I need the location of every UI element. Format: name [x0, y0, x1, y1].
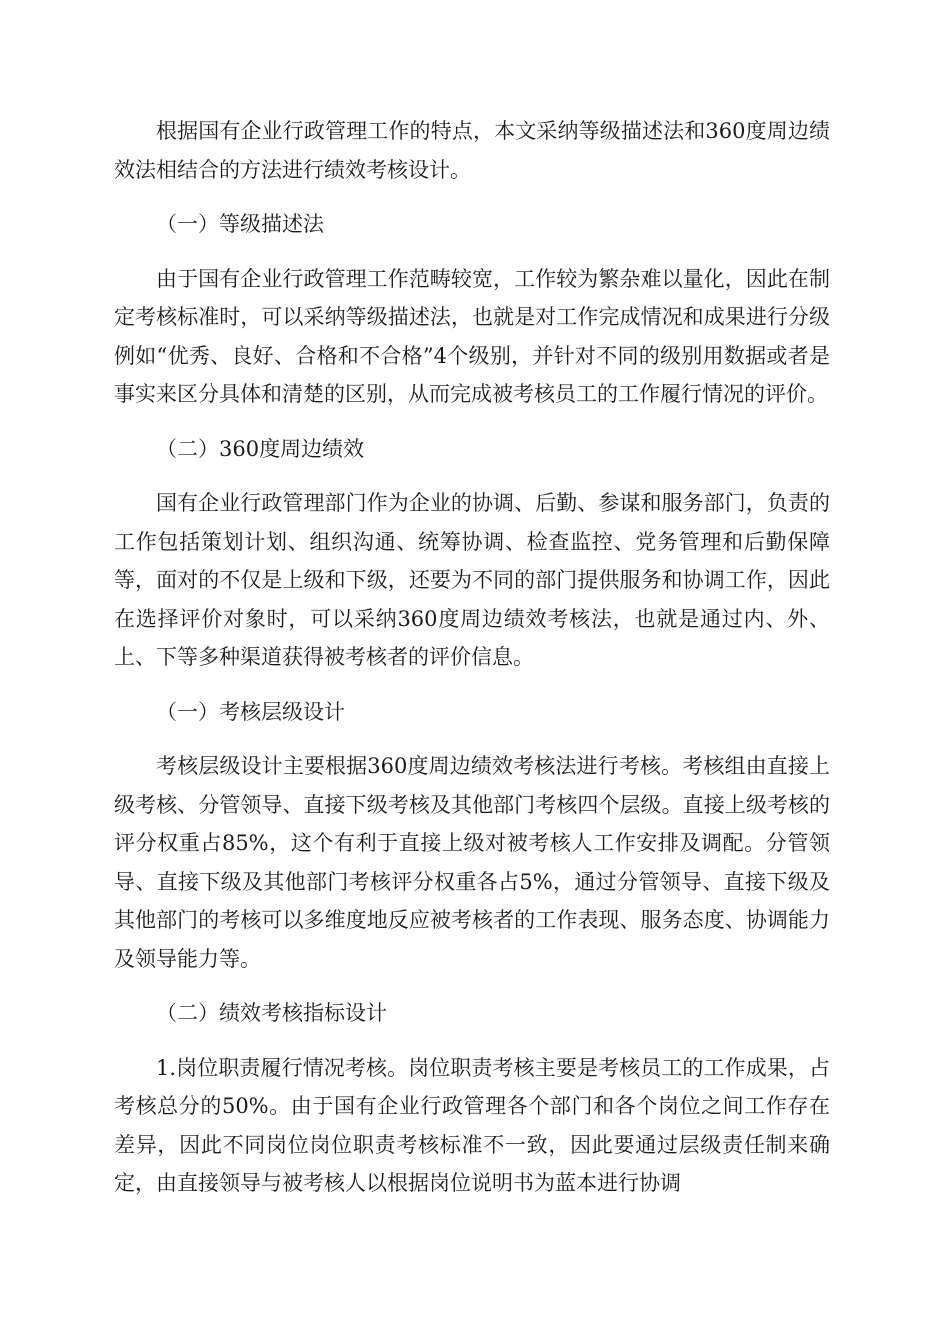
- heading-360-degree-performance: （二）360度周边绩效: [156, 436, 365, 461]
- paragraph-assessment-levels: 考核层级设计主要根据360度周边绩效考核法进行考核。考核组由直接上级考核、分管领导、直接下级考核及其他部门考核四个层级。直接上级考核的评分权重占85%，这个有利于直接上级对被考核人工作安排及调配。分管领导、直接下级及其他部门考核评分权重各占5%，通过分管领导、直接下级及其他部门的考核可以多维度地反应被考核者的工作表现、服务态度、协调能力及领导能力等。: [114, 754, 830, 971]
- paragraph-360-degree: 国有企业行政管理部门作为企业的协调、后勤、参谋和服务部门，负责的工作包括策划计划、组织沟通、统筹协调、检查监控、党务管理和后勤保障等，面对的不仅是上级和下级，还要为不同的部门提供服务和协调工作，因此在选择评价对象时，可以采纳360度周边绩效考核法，也就是通过内、外、上、下等多种渠道获得被考核者的评价信息。: [114, 491, 830, 669]
- heading-assessment-level-design: （一）考核层级设计: [156, 699, 345, 724]
- paragraph-job-duties: 1.岗位职责履行情况考核。岗位职责考核主要是考核员工的工作成果，占考核总分的50%。由于国有企业行政管理各个部门和各个岗位之间工作存在差异，因此不同岗位岗位职责考核标准不一致，因此要通过层级责任制来确定，由直接领导与被考核人以根据岗位说明书为蓝本进行协调: [114, 1055, 830, 1195]
- paragraph-grade-description: 由于国有企业行政管理工作范畴较宽，工作较为繁杂难以量化，因此在制定考核标准时，可以采纳等级描述法，也就是对工作完成情况和成果进行分级例如“优秀、良好、合格和不合格”4个级别，并针对不同的级别用数据或者是事实来区分具体和清楚的区别，从而完成被考核员工的工作履行情况的评价。: [114, 266, 830, 406]
- document-body: [114, 112, 830, 1219]
- heading-indicator-design: （二）绩效考核指标设计: [156, 1001, 387, 1025]
- heading-grade-description-method: （一）等级描述法: [156, 212, 324, 236]
- paragraph-intro: 根据国有企业行政管理工作的特点，本文采纳等级描述法和360度周边绩效法相结合的方法进行绩效考核设计。: [114, 119, 830, 182]
